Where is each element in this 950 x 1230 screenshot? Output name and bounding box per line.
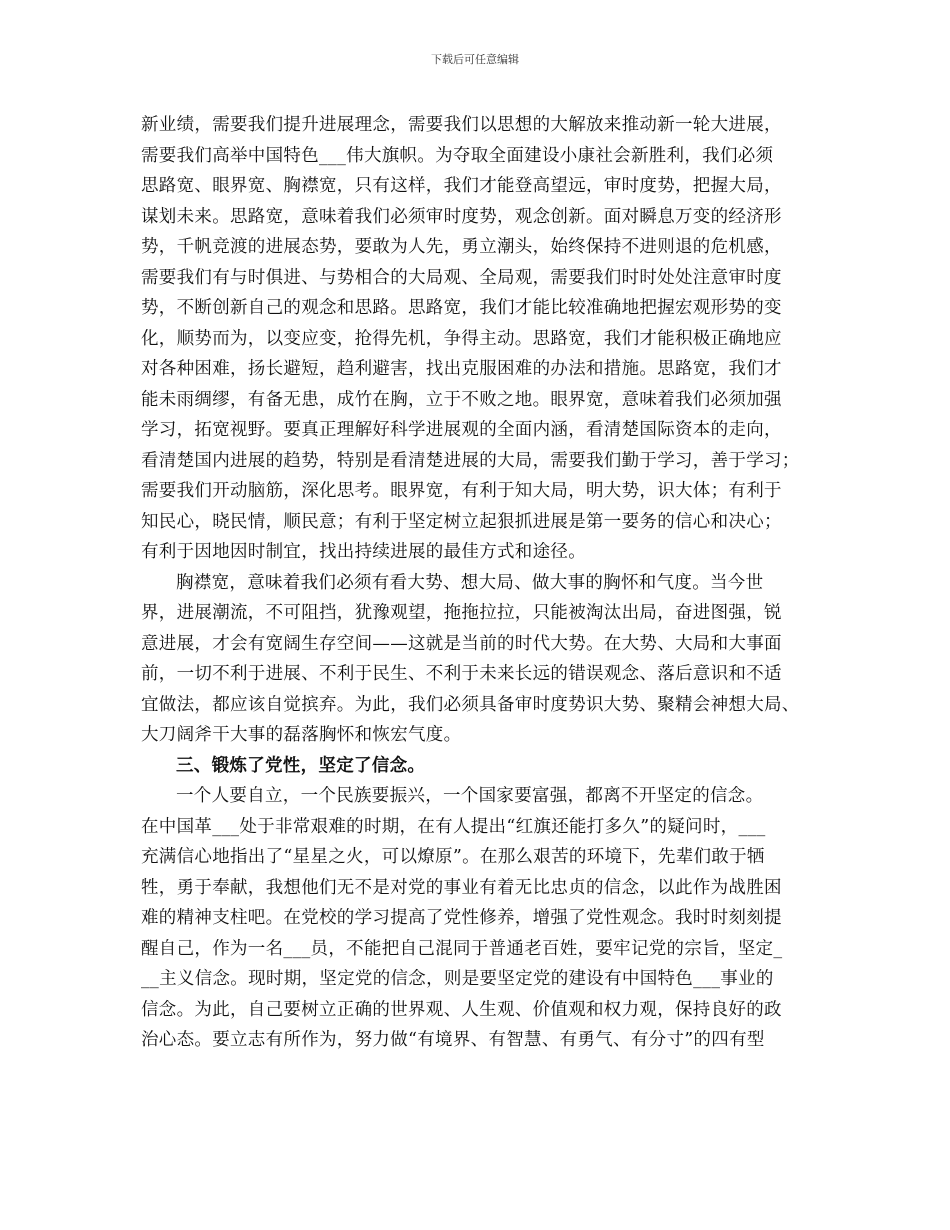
text-line: 需要我们高举中国特色___伟大旗帜。为夺取全面建设小康社会新胜利，我们必须 [141, 145, 774, 166]
text-line: __主义信念。现时期，坚定党的信念，则是要坚定党的建设有中国特色___事业的 [141, 969, 774, 989]
text-line: 意进展，才会有宽阔生存空间——这就是当前的时代大势。在大势、大局和大事面 [141, 633, 782, 654]
text-line: 需要我们开动脑筋，深化思考。眼界宽，有利于知大局，明大势，识大体；有利于 [141, 481, 782, 501]
text-line: 一个人要自立，一个民族要振兴，一个国家要富强，都离不开坚定的信念。 [176, 786, 764, 806]
page-header: 下载后可任意编辑 [431, 53, 519, 66]
text-line: 大刀阔斧干大事的磊落胸怀和恢宏气度。 [141, 725, 462, 745]
text-line: 在中国革___处于非常艰难的时期，在有人提出“红旗还能打多久”的疑问时，___ [141, 816, 766, 837]
text-line: 治心态。要立志有所作为，努力做“有境界、有智慧、有勇气、有分寸”的四有型 [141, 1030, 765, 1050]
text-line: 谋划未来。思路宽，意味着我们必须审时度势，观念创新。面对瞬息万变的经济形 [141, 206, 782, 227]
section-heading: 三、锻炼了党性，坚定了信念。 [176, 755, 426, 776]
text-line: 难的精神支柱吧。在党校的学习提高了党性修养，增强了党性观念。我时时刻刻提 [141, 908, 782, 928]
text-line: 前，一切不利于进展、不利于民生、不利于未来长远的错误观念、落后意识和不适 [141, 664, 782, 684]
text-line: 知民心，晓民情，顺民意；有利于坚定树立起狠抓进展是第一要务的信心和决心； [141, 511, 782, 532]
text-line: 充满信心地指出了“星星之火，可以燎原”。在那么艰苦的环境下，先辈们敢于牺 [141, 847, 765, 867]
text-line: 思路宽、眼界宽、胸襟宽，只有这样，我们才能登高望远，审时度势，把握大局， [141, 176, 782, 196]
text-line: 醒自己，作为一名___员，不能把自己混同于普通老百姓，要牢记党的宗旨，坚定_ [141, 938, 783, 959]
text-line: 胸襟宽，意味着我们必须有看大势、想大局、做大事的胸怀和气度。当今世 [176, 572, 764, 593]
document-body [141, 110, 831, 1056]
text-line: 需要我们有与时俱进、与势相合的大局观、全局观，需要我们时时处处注意审时度 [141, 267, 782, 288]
text-line: 对各种困难，扬长避短，趋利避害，找出克服困难的办法和措施。思路宽，我们才 [141, 359, 782, 379]
text-line: 新业绩，需要我们提升进展理念，需要我们以思想的大解放来推动新一轮大进展， [141, 115, 782, 135]
text-line: 界，进展潮流，不可阻挡，犹豫观望，拖拖拉拉，只能被淘汰出局，奋进图强，锐 [141, 603, 782, 623]
text-line: 化，顺势而为，以变应变，抢得先机，争得主动。思路宽，我们才能积极正确地应 [141, 328, 782, 349]
text-line: 信念。为此，自己要树立正确的世界观、人生观、价值观和权力观，保持良好的政 [141, 999, 782, 1020]
text-line: 势，千帆竞渡的进展态势，要敢为人先，勇立潮头，始终保持不进则退的危机感， [141, 237, 782, 257]
text-line: 有利于因地因时制宜，找出持续进展的最佳方式和途径。 [141, 542, 586, 562]
text-line: 学习，拓宽视野。要真正理解好科学进展观的全面内涵，看清楚国际资本的走向， [141, 420, 782, 440]
text-line: 能未雨绸缪，有备无患，成竹在胸，立于不败之地。眼界宽，意味着我们必须加强 [141, 389, 782, 410]
text-line: 看清楚国内进展的趋势，特别是看清楚进展的大局，需要我们勤于学习，善于学习； [141, 450, 800, 471]
text-line: 势，不断创新自己的观念和思路。思路宽，我们才能比较准确地把握宏观形势的变 [141, 298, 782, 318]
text-line: 宜做法，都应该自觉摈弃。为此，我们必须具备审时度势识大势、聚精会神想大局、 [141, 694, 800, 715]
text-line: 牲，勇于奉献，我想他们无不是对党的事业有着无比忠贞的信念，以此作为战胜困 [141, 877, 782, 898]
